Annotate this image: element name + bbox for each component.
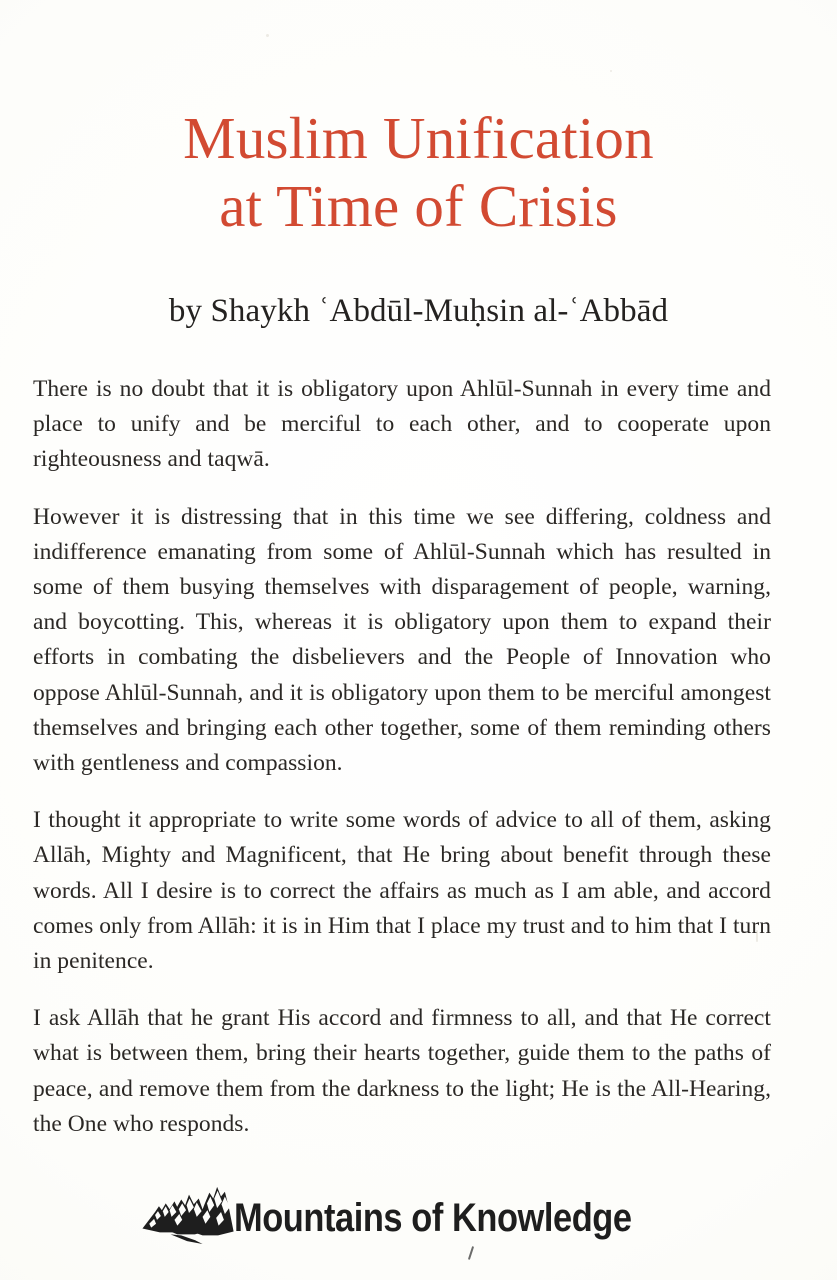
title-line-1: Muslim Unification [183,105,654,171]
paragraph: I thought it appropriate to write some words of advice to all of them, asking Allāh, Mighty and Magnificent, that He bring about benefit through these words. All I desire is to correct the affairs as much as I am able, and accord comes only from Allāh: it is in Him that I place my trust and to him that I turn in penitence. [33,807,771,975]
mountain-peaks-icon [140,1182,238,1246]
publisher-name: Mountains of Knowledge [234,1196,632,1240]
author-byline: by Shaykh ʿAbdūl-Muḥsin al-ʿAbbād [168,293,669,329]
publisher-logo [0,1182,837,1246]
page-title [0,104,837,240]
body-text [33,372,771,1142]
paragraph: There is no doubt that it is obligatory upon Ahlūl-Sunnah in every time and place to unify and be merciful to each other, and to cooperate upon righteousness and taqwā. [33,376,771,473]
scan-speck [610,70,612,72]
scan-speck [468,1246,474,1260]
scan-speck [266,34,269,37]
paragraph: However it is distressing that in this time we see differing, coldness and indifference emanating from some of Ahlūl-Sunnah which has resulted in some of them busying themselves with disparagement of people, warning, and boycotting. This, whereas it is obligatory upon them to expand their efforts in combating the disbelievers and the People of Innovation who oppose Ahlūl-Sunnah, and it is obligatory upon them to be merciful amongest themselves and bringing each other together, some of them reminding others with gentleness and compassion. [33,503,771,777]
paragraph: I ask Allāh that he grant His accord and firmness to all, and that He correct what is between them, bring their hearts together, guide them to the paths of peace, and remove them from the darkness to the light; He is the All-Hearing, the One who responds. [33,1005,771,1137]
title-line-2: at Time of Crisis [219,173,618,239]
